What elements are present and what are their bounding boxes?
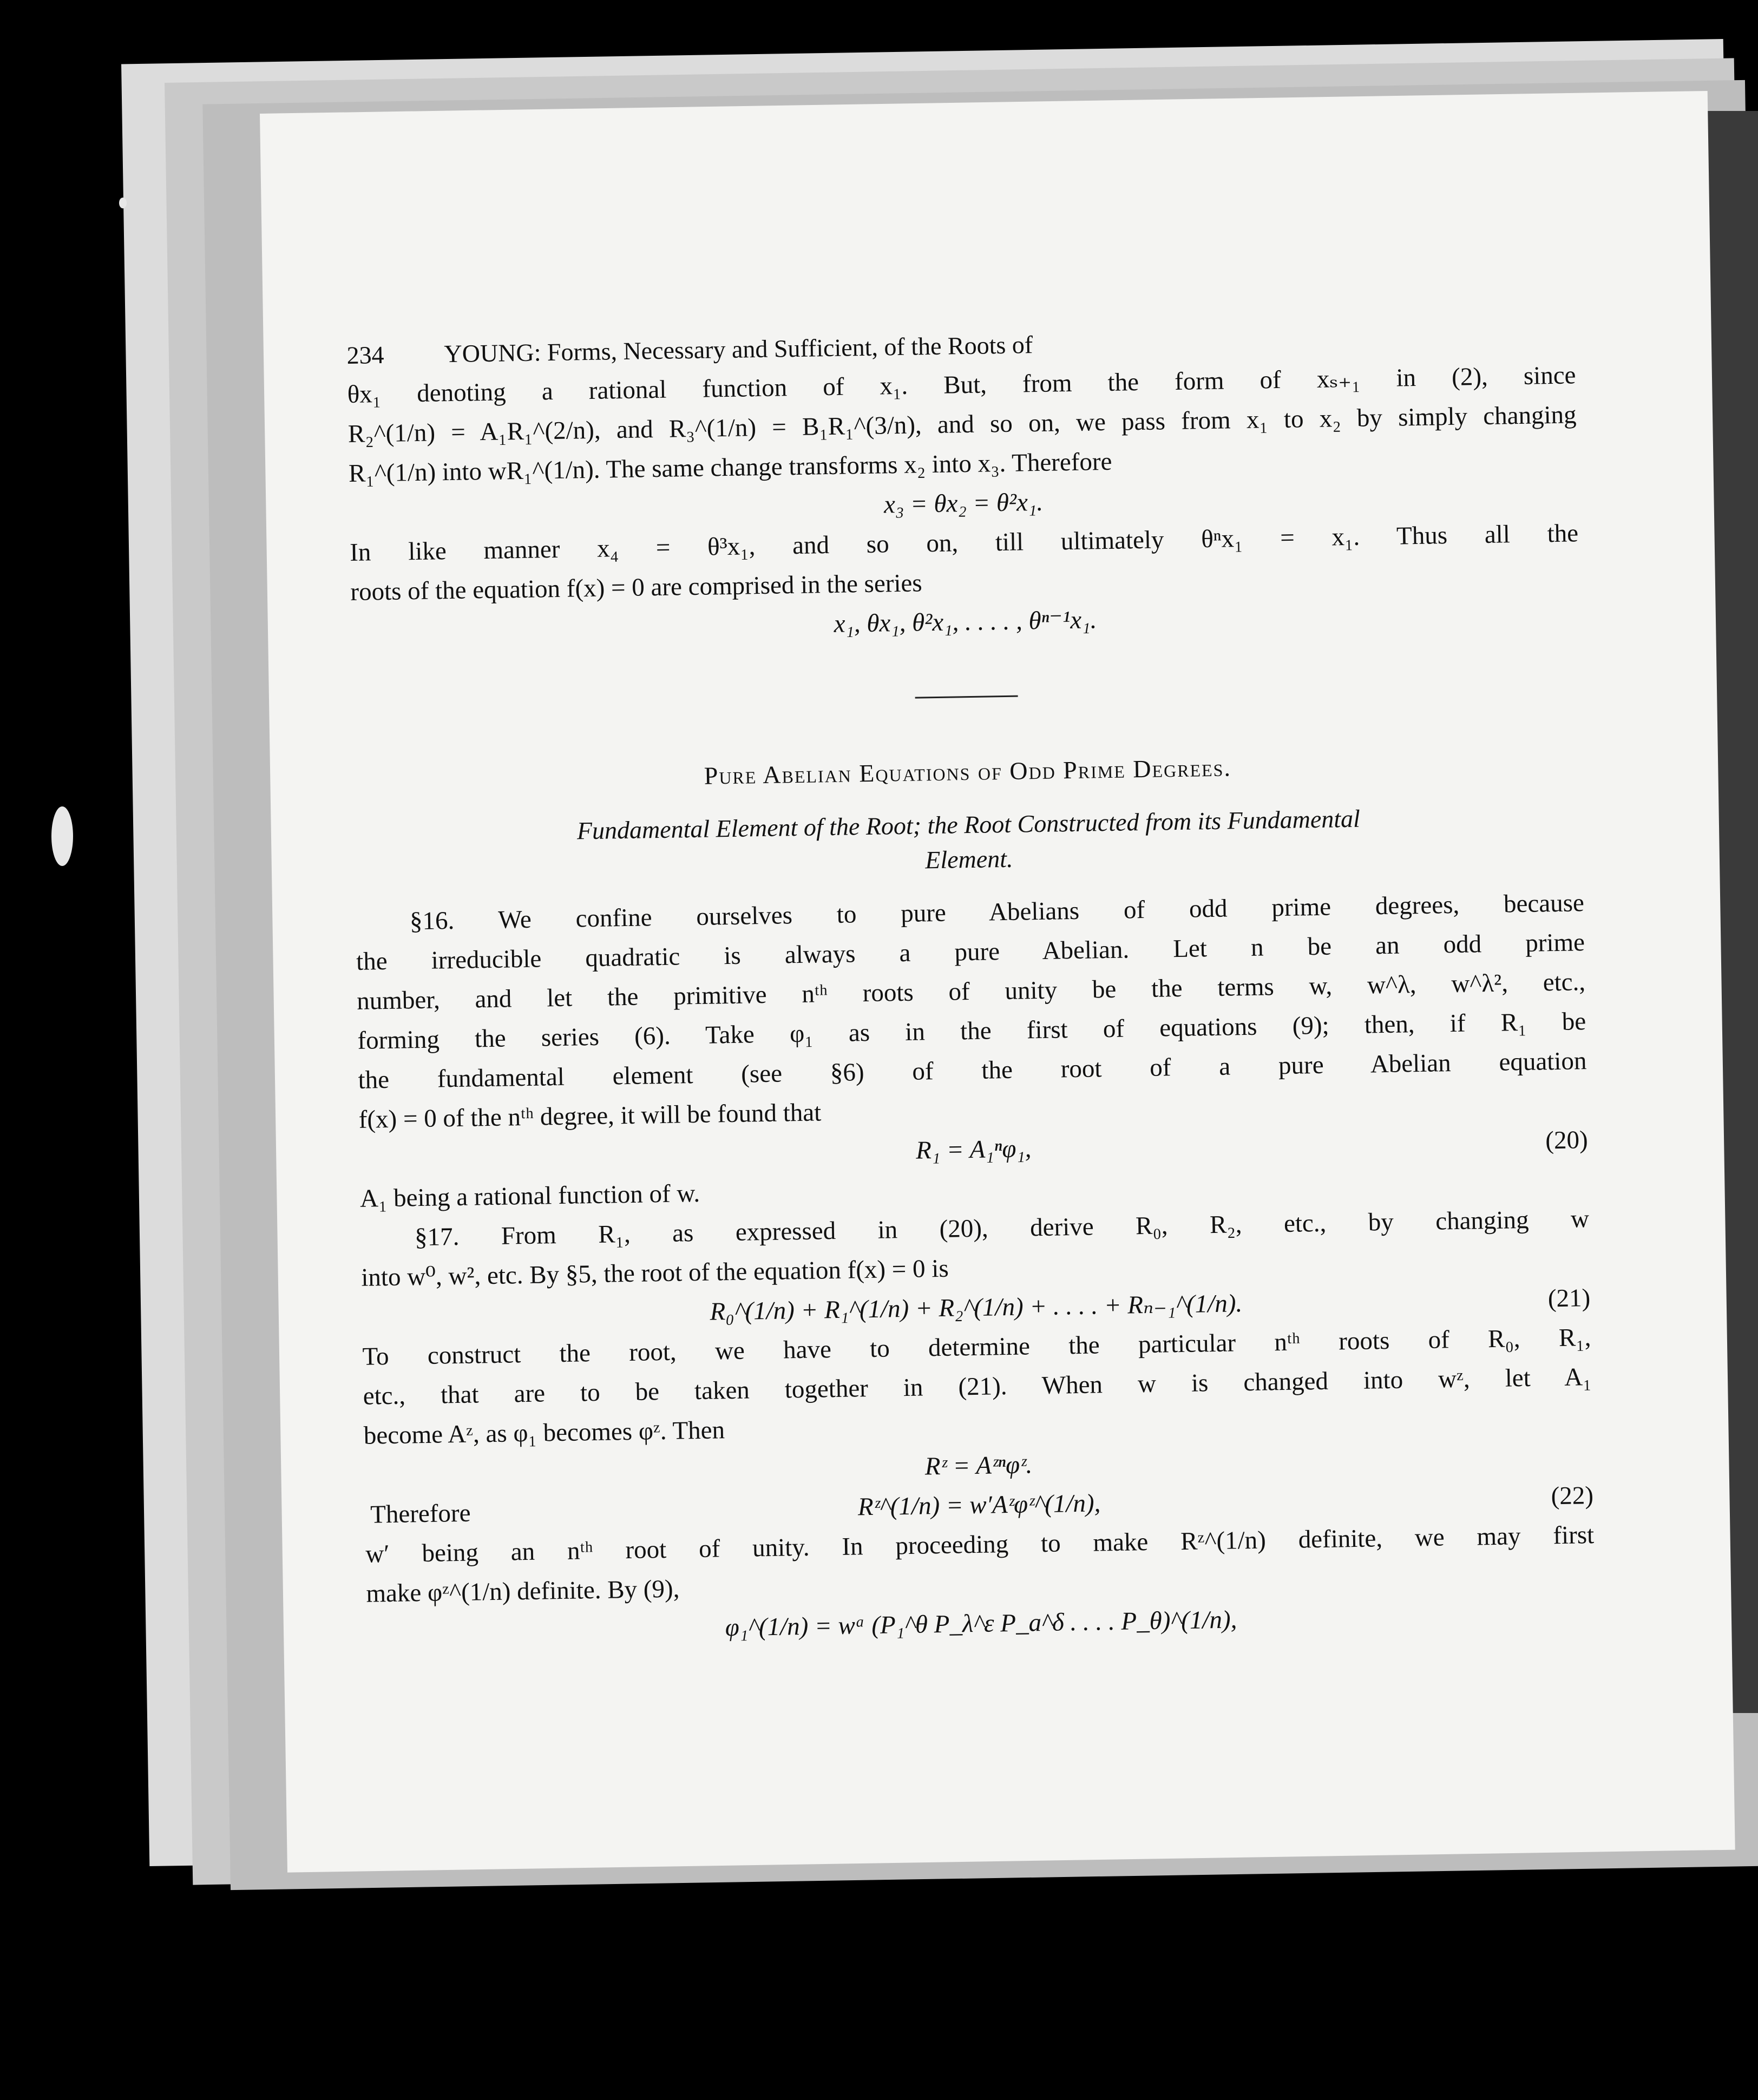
section-subtitle [354, 798, 1584, 887]
section-subtitle-line: Element. [924, 844, 1013, 874]
text-line: f(x) = 0 of the nᵗʰ degree, it will be found that [358, 1098, 822, 1134]
text-line: In like manner x₄ = θ³x₁, and so on, till ultimately θⁿx₁ = x₁. Thus all the [349, 519, 1579, 567]
equation-body: R₀^(1/n) + R₁^(1/n) + R₂^(1/n) + . . . . + Rₙ₋₁^(1/n). [710, 1289, 1243, 1326]
equation-body: Rᶻ^(1/n) = w′Aᶻφᶻ^(1/n), [857, 1489, 1101, 1521]
page-content [346, 316, 1596, 1653]
text-line: become Aᶻ, as φ₁ becomes φᶻ. Then [363, 1416, 725, 1450]
text-line: w′ being an nᵗʰ root of unity. In proceeding to make Rᶻ^(1/n) definite, we may first [365, 1521, 1595, 1569]
section-subtitle-line: Fundamental Element of the Root; the Root Constructed from its Fundamental [576, 804, 1361, 845]
equation-body: R₁ = A₁ⁿφ₁, [915, 1134, 1032, 1165]
text-line: §17. From R₁, as expressed in (20), derive R₀, R₂, etc., by changing w [414, 1205, 1590, 1252]
page-number: 234 [346, 340, 384, 369]
text-line: forming the series (6). Take φ₁ as in the first of equations (9); then, if R₁ be [357, 1007, 1586, 1055]
equation-number: (20) [1545, 1126, 1589, 1155]
text-line: §16. We confine ourselves to pure Abelians of odd prime degrees, because [409, 889, 1585, 936]
speck [51, 806, 73, 866]
running-title: YOUNG: Forms, Necessary and Sufficient, of the Roots of [444, 331, 1033, 368]
equation: x₃ = θx₂ = θ²x₁. [883, 488, 1044, 519]
text-line: the irreducible quadratic is always a pure Abelian. Let n be an odd prime [356, 928, 1585, 976]
text-line: R₁^(1/n) into wR₁^(1/n). The same change transforms x₂ into x₃. Therefore [348, 447, 1112, 488]
text-line: into w⁰, w², etc. By §5, the root of the equation f(x) = 0 is [360, 1254, 949, 1292]
text-line: etc., that are to be taken together in (21). When w is changed into wᶻ, let A₁ [363, 1363, 1592, 1410]
equation-label: Therefore [370, 1499, 471, 1529]
text-line: To construct the root, we have to determine the particular nᵗʰ roots of R₀, R₁, [362, 1323, 1591, 1371]
equation: x₁, θx₁, θ²x₁, . . . . , θⁿ⁻¹x₁. [834, 606, 1097, 638]
speck [119, 198, 127, 208]
equation-number: (22) [1551, 1481, 1594, 1511]
section-divider [915, 695, 1018, 699]
text-line: roots of the equation f(x) = 0 are comprised in the series [350, 569, 922, 606]
text-line: R₂^(1/n) = A₁R₁^(2/n), and R₃^(1/n) = B₁R₁^(3/n), and so on, we pass from x₁ to x₂ by simply changing [347, 401, 1577, 448]
equation: φ₁^(1/n) = wᵃ (P₁^θ P_λ^ε P_a^δ . . . . P_θ)^(1/n), [725, 1605, 1237, 1642]
equation-number: (21) [1547, 1284, 1591, 1313]
text-line: θx₁ denoting a rational function of x₁. But, from the form of xₛ₊₁ in (2), since [347, 361, 1576, 409]
equation: Rᶻ = Aᶻⁿφᶻ. [924, 1451, 1033, 1481]
text-line: make φᶻ^(1/n) definite. By (9), [366, 1574, 680, 1608]
section-title: Pure Abelian Equations of Odd Prime Degrees. [704, 753, 1232, 790]
text-line: number, and let the primitive nᵗʰ roots of unity be the terms w, w^λ, w^λ², etc., [356, 968, 1586, 1015]
text-line: A₁ being a rational function of w. [359, 1179, 700, 1213]
text-line: the fundamental element (see §6) of the root of a pure Abelian equation [358, 1047, 1587, 1094]
